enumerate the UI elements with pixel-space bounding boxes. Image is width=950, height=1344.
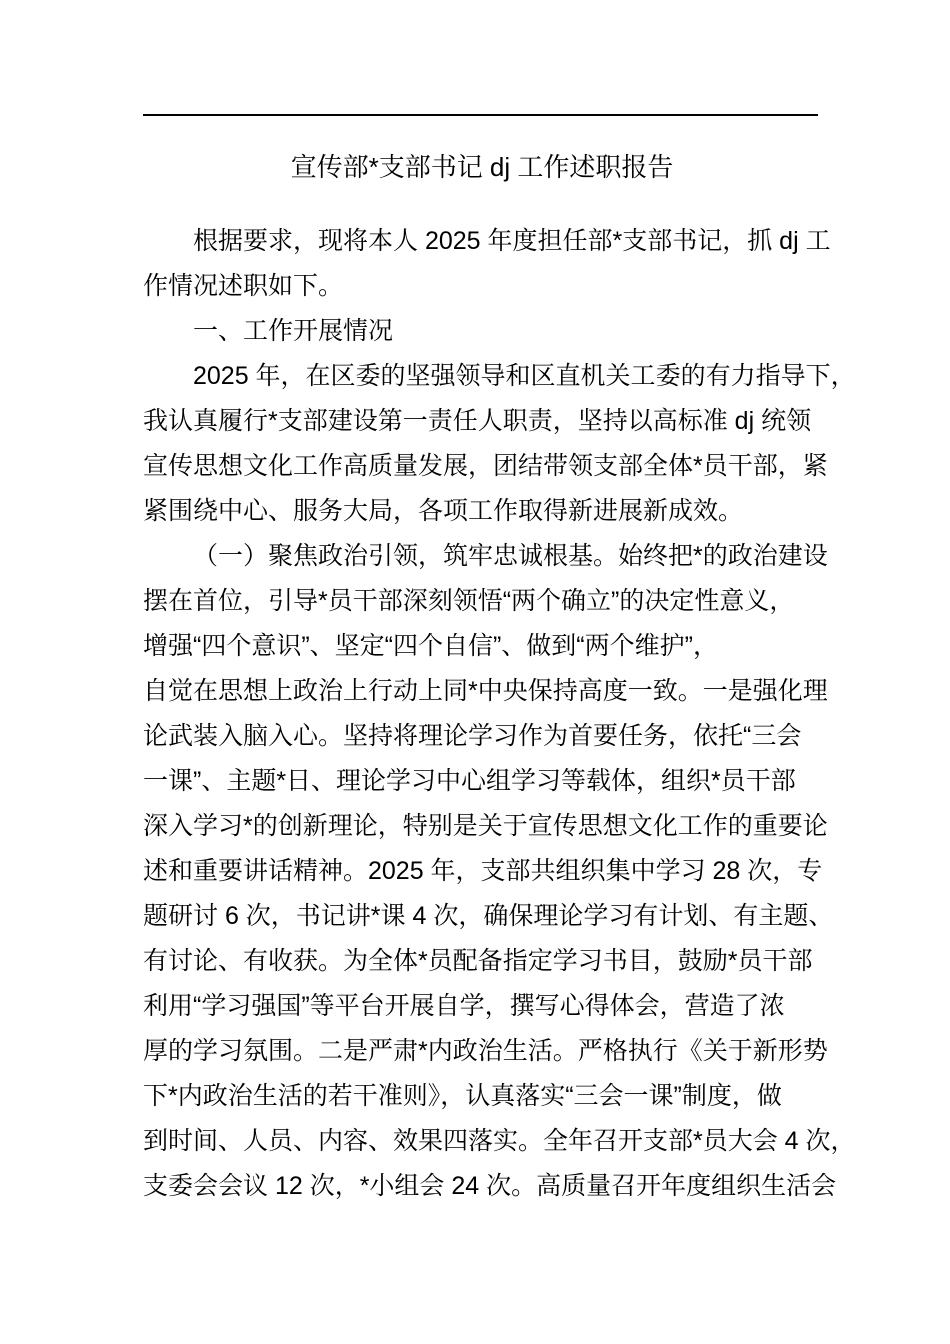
section-1-1-paragraph-line-10: 有讨论、有收获。为全体*员配备指定学习书目，鼓励*员干部	[143, 947, 813, 975]
section-1-overview-line-2: 我认真履行*支部建设第一责任人职责，坚持以高标准 dj 统领	[143, 407, 812, 435]
section-1-overview-line-4: 紧围绕中心、服务大局，各项工作取得新进展新成效。	[143, 497, 744, 525]
section-1-1-paragraph-line-9: 题研讨 6 次，书记讲*课 4 次，确保理论学习有计划、有主题、	[143, 902, 834, 930]
document-title: 宣传部*支部书记 dj 工作述职报告	[290, 152, 674, 182]
section-1-heading-line-1: 一、工作开展情况	[193, 317, 394, 345]
section-1-1-paragraph-line-15: 支委会会议 12 次，*小组会 24 次。高质量召开年度组织生活会	[143, 1172, 837, 1200]
section-1-1-paragraph-line-3: 增强“四个意识”、坚定“四个自信”、做到“两个维护”，	[143, 632, 718, 660]
section-1-1-paragraph-line-14: 到时间、人员、内容、效果四落实。全年召开支部*员大会 4 次，	[143, 1127, 856, 1155]
section-1-1-paragraph-line-7: 深入学习*的创新理论，特别是关于宣传思想文化工作的重要论	[143, 812, 828, 840]
section-1-1-paragraph-line-8: 述和重要讲话精神。2025 年，支部共组织集中学习 28 次，专	[143, 857, 823, 885]
section-1-1-paragraph-line-11: 利用“学习强国”等平台开展自学，撰写心得体会，营造了浓	[143, 992, 785, 1020]
section-1-1-paragraph-line-12: 厚的学习氛围。二是严肃*内政治生活。严格执行《关于新形势	[143, 1037, 828, 1065]
section-1-1-paragraph-line-5: 论武装入脑入心。坚持将理论学习作为首要任务，依托“三会	[143, 722, 802, 750]
section-1-1-paragraph-line-1: （一）聚焦政治引领，筑牢忠诚根基。始终把*的政治建设	[193, 542, 828, 570]
section-1-overview-line-1: 2025 年，在区委的坚强领导和区直机关工委的有力指导下，	[193, 362, 856, 390]
intro-paragraph-line-2: 作情况述职如下。	[143, 272, 344, 300]
section-1-1-paragraph-line-4: 自觉在思想上政治上行动上同*中央保持高度一致。一是强化理	[143, 677, 828, 705]
section-1-1-paragraph-line-2: 摆在首位，引导*员干部深刻领悟“两个确立”的决定性意义，	[143, 587, 795, 615]
section-1-1-paragraph-line-6: 一课”、主题*日、理论学习中心组学习等载体，组织*员干部	[143, 767, 796, 795]
section-1-1-paragraph-line-13: 下*内政治生活的若干准则》，认真落实“三会一课”制度，做	[143, 1082, 782, 1110]
section-1-overview-line-3: 宣传思想文化工作高质量发展，团结带领支部全体*员干部，紧	[143, 452, 828, 480]
document-content	[143, 145, 856, 1209]
header-divider-line	[143, 114, 818, 116]
document-body	[143, 219, 856, 1209]
intro-paragraph-line-1: 根据要求，现将本人 2025 年度担任部*支部书记，抓 dj 工	[193, 227, 831, 255]
